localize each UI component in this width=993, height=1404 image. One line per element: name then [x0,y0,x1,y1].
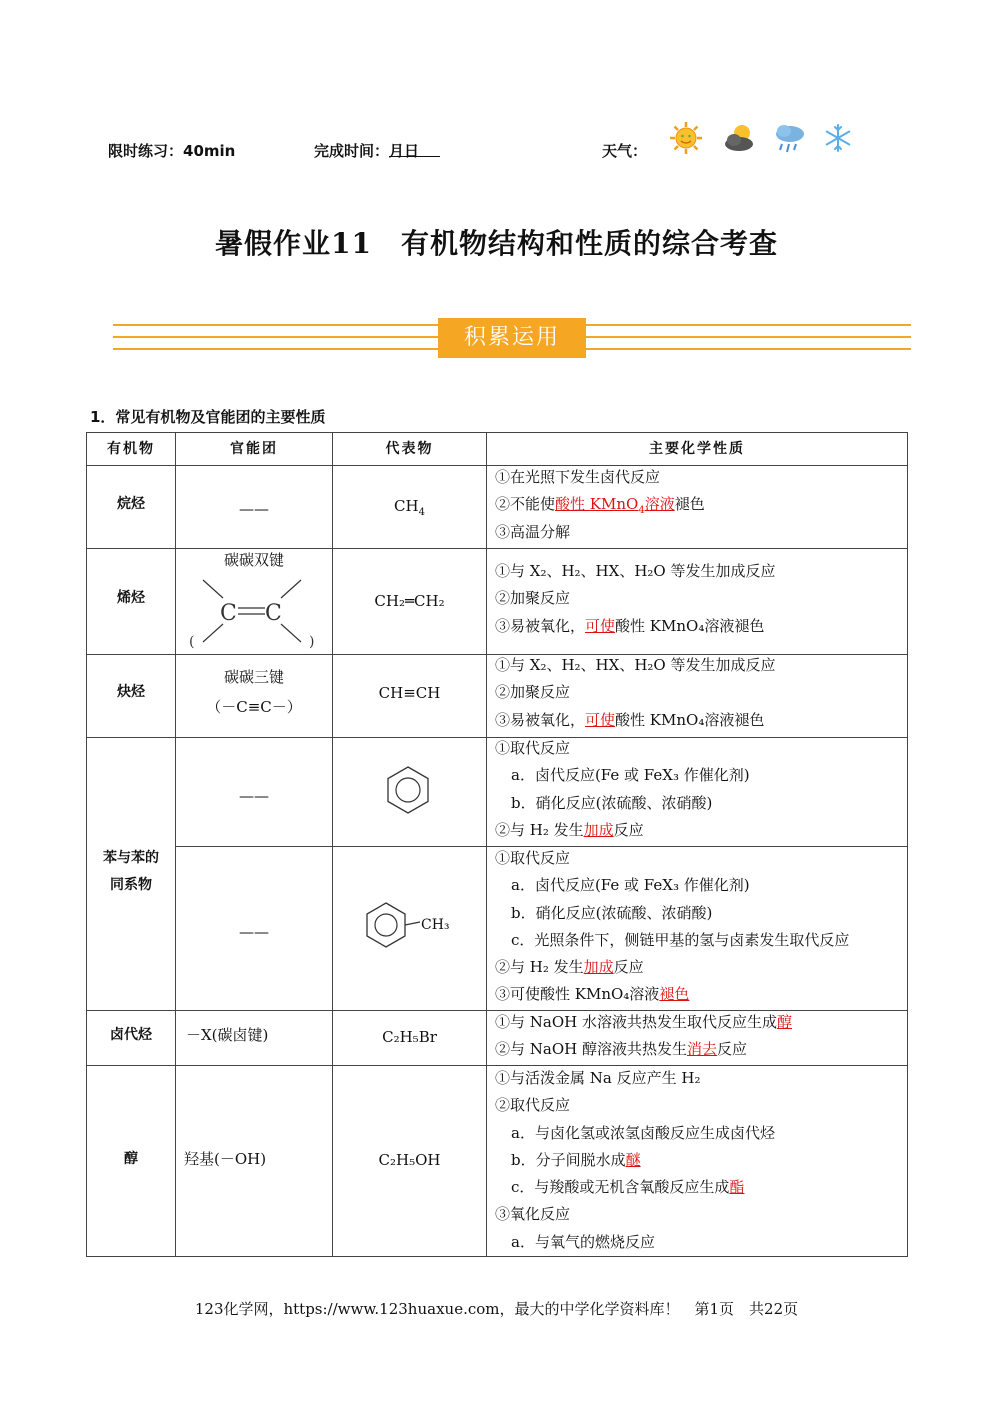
benzene-prop-4b: 加成 [583,820,614,839]
benzene-name-line2: 同系物 [110,877,152,893]
haloalkane-prop-2c: 反应 [717,1040,748,1059]
page-title: 暑假作业11 有机物结构和性质的综合考查 [215,227,778,260]
haloalkane-prop-1b: 醇 [776,1013,792,1031]
haloalkane-prop-2 [495,1036,792,1063]
toluene-prop-4: c．光照条件下，侧链甲基的氢与卤素发生取代反应 [511,930,850,949]
alkene-group-text: 碳碳双键 [223,551,284,569]
partly-cloudy-icon[interactable] [722,120,758,156]
alkene-prop-3c: 酸性 KMnO₄溶液褪色 [615,616,765,635]
alcohol-prop-3: a．与卤化氢或浓氢卤酸反应生成卤代烃 [511,1123,775,1142]
haloalkane-prop-2a: ②与 NaOH 醇溶液共热发生 [495,1040,687,1059]
page-footer: 123化学网，https://www.123huaxue.com，最大的中学化学资料库！ 第1页 共22页 [194,1300,799,1318]
alcohol-prop-5a: c．与羧酸或无机含氧酸反应生成 [511,1178,730,1197]
alcohol-representative: C₂H₅OH [378,1151,441,1169]
alkane-name: 烷烃 [117,496,145,512]
haloalkane-group: －X(碳卤键) [186,1026,269,1044]
alkene-representative: CH₂═CH₂ [374,592,445,610]
alkyne-name: 炔烃 [117,684,145,700]
alkene-name: 烯烃 [117,590,145,606]
benzene-structure [383,765,433,815]
alkene-prop-3b: 可使 [585,616,616,635]
weather-label: 天气： [602,142,648,160]
alkyne-prop-3 [495,707,775,734]
alkane-prop-2 [495,491,705,518]
benzene-prop-4a: ②与 H₂ 发生 [495,820,584,839]
toluene-prop-5c: 反应 [613,958,644,977]
alkyne-prop-2: ②加聚反应 [495,683,571,702]
benzene-properties [495,735,750,844]
alkene-properties [495,558,775,640]
finish-label: 完成时间： [314,142,390,160]
alkane-prop-1: ①在光照下发生卤代反应 [495,468,661,486]
alkyne-group-text: 碳碳三键 [223,668,284,686]
time-limit: 限时练习：40min [108,142,236,160]
alkene-double-bond-structure [185,574,325,650]
toluene-methyl-label: CH₃ [421,917,450,933]
alcohol-prop-1: ①与活泼金属 Na 反应产生 H₂ [495,1069,701,1087]
header-functional-group: 官能团 [230,441,278,457]
alkane-rep-main: CH [394,497,419,515]
svg-text:C: C [265,601,282,626]
toluene-properties [495,845,849,1009]
alkyne-prop-3b: 可使 [585,710,616,729]
alcohol-prop-4b: 醚 [625,1150,641,1169]
section-band: 积累运用 [438,318,586,358]
alkane-prop-2e: 褪色 [674,495,705,514]
alcohol-prop-4a: b．分子间脱水成 [511,1150,626,1169]
toluene-prop-1: ①取代反应 [495,849,571,867]
toluene-prop-5b: 加成 [583,958,614,977]
alkene-prop-3a: ③易被氧化， [495,616,586,635]
haloalkane-name: 卤代烃 [110,1027,152,1043]
toluene-prop-2: a．卤代反应(Fe 或 FeX₃ 作催化剂) [511,876,750,895]
haloalkane-representative: C₂H₅Br [382,1028,437,1046]
toluene-prop-6a: ③可使酸性 KMnO₄溶液 [495,985,660,1004]
alcohol-name: 醇 [124,1151,138,1167]
alkyne-prop-3a: ③易被氧化， [495,710,586,729]
haloalkane-properties [495,1009,792,1064]
day-blank[interactable] [404,142,440,157]
alkane-group: —— [239,500,269,518]
alkyne-prop-3c: 酸性 KMnO₄溶液褪色 [615,710,765,729]
alcohol-prop-2: ②取代反应 [495,1096,571,1115]
day-label: 日 [404,142,420,160]
alkyne-representative: CH≡CH [378,684,441,702]
toluene-prop-5 [495,954,849,981]
alkene-prop-1: ①与 X₂、H₂、HX、H₂O 等发生加成反应 [495,562,776,580]
benzene-prop-4 [495,817,750,844]
alkyne-group-formula: （－C≡C－） [206,698,302,716]
alkane-prop-2-highlight [555,495,675,517]
alcohol-prop-5 [495,1174,775,1201]
sun-icon[interactable] [668,120,704,156]
toluene-group: —— [239,923,269,941]
header-properties: 主要化学性质 [649,441,745,457]
alcohol-group: 羟基(－OH) [184,1150,267,1168]
alkane-prop-2c: 4 [638,505,645,517]
haloalkane-prop-1a: ①与 NaOH 水溶液共热发生取代反应生成 [495,1013,777,1031]
snowflake-icon[interactable] [820,120,856,156]
benzene-prop-1: ①取代反应 [495,739,571,757]
month-label: 月 [389,142,405,160]
toluene-prop-3: b．硝化反应(浓硫酸、浓硝酸) [511,903,713,922]
benzene-group: —— [239,787,269,805]
alkane-representative [333,493,486,526]
toluene-prop-6b: 褪色 [659,985,690,1004]
svg-text:): ) [309,634,315,650]
benzene-prop-2: a．卤代反应(Fe 或 FeX₃ 作催化剂) [511,766,750,785]
alkane-prop-2d: 溶液 [644,495,675,514]
svg-text:(: ( [189,634,195,650]
alkene-prop-2: ②加聚反应 [495,589,571,608]
benzene-prop-4c: 反应 [613,820,644,839]
header-organic: 有机物 [107,441,155,457]
alkene-prop-3 [495,613,775,640]
svg-text:C: C [220,601,237,626]
haloalkane-prop-2b: 消去 [686,1040,717,1059]
header-representative: 代表物 [385,441,434,457]
alkane-rep-sub: 4 [418,507,425,518]
toluene-prop-6 [495,981,849,1008]
alkane-properties [495,464,705,546]
benzene-prop-3: b．硝化反应(浓硫酸、浓硝酸) [511,793,713,812]
benzene-name-line1: 苯与苯的 [103,850,159,866]
alkyne-prop-1: ①与 X₂、H₂、HX、H₂O 等发生加成反应 [495,656,776,674]
section-heading: 1．常见有机物及官能团的主要性质 [90,408,326,426]
alcohol-prop-4 [495,1147,775,1174]
toluene-prop-5a: ②与 H₂ 发生 [495,958,584,977]
haloalkane-prop-1 [495,1009,792,1036]
finish-time [314,140,419,161]
alkane-prop-2b: 酸性 KMnO [555,495,639,514]
alcohol-properties [495,1065,775,1256]
alkane-prop-2a: ②不能使 [495,495,556,514]
alcohol-prop-7: a．与氧气的燃烧反应 [511,1232,655,1251]
alcohol-prop-5b: 酯 [729,1178,745,1197]
alkyne-properties [495,652,775,734]
rain-cloud-icon[interactable] [772,120,808,156]
alcohol-prop-6: ③氧化反应 [495,1205,571,1224]
alkane-prop-3: ③高温分解 [495,522,571,541]
